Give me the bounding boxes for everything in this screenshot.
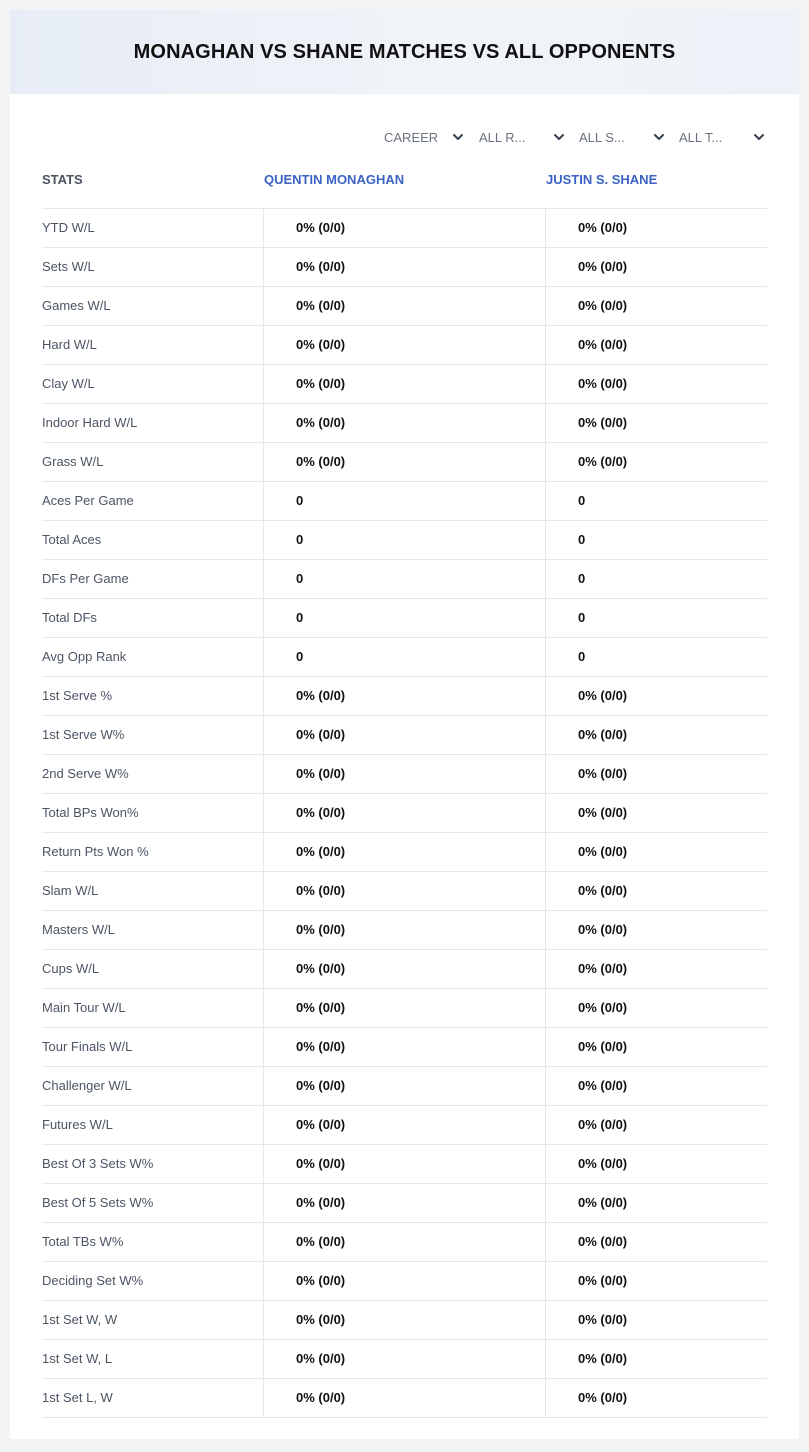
stat-label: 1st Set W, L	[42, 1351, 113, 1366]
player-1-value: 0% (0/0)	[263, 755, 545, 793]
player-2-value: 0% (0/0)	[545, 1301, 767, 1339]
column-header-player-2[interactable]: JUSTIN S. SHANE	[546, 172, 658, 187]
stat-label: Total BPs Won%	[42, 805, 139, 820]
table-row	[42, 599, 767, 638]
player-1-value: 0	[263, 482, 545, 520]
player-1-value: 0% (0/0)	[263, 1067, 545, 1105]
filter-surfaces-label: ALL S...	[579, 129, 625, 145]
player-2-value: 0	[545, 638, 767, 676]
table-row	[42, 1223, 767, 1262]
filter-period-select[interactable]	[384, 127, 465, 147]
table-row	[42, 560, 767, 599]
filter-tournaments-label: ALL T...	[679, 129, 723, 145]
player-2-value: 0% (0/0)	[545, 1379, 767, 1417]
stat-label: Games W/L	[42, 298, 111, 313]
player-1-value: 0% (0/0)	[263, 1106, 545, 1144]
filter-rounds-label: ALL R...	[479, 129, 526, 145]
table-row	[42, 1184, 767, 1223]
player-1-value: 0% (0/0)	[263, 872, 545, 910]
stat-label: Sets W/L	[42, 259, 95, 274]
player-1-value: 0% (0/0)	[263, 248, 545, 286]
player-2-value: 0% (0/0)	[545, 716, 767, 754]
player-1-value: 0% (0/0)	[263, 989, 545, 1027]
player-1-value: 0% (0/0)	[263, 911, 545, 949]
stat-label: Futures W/L	[42, 1117, 113, 1132]
chevron-down-icon	[652, 130, 666, 144]
stat-label: 2nd Serve W%	[42, 766, 129, 781]
stat-label: 1st Set W, W	[42, 1312, 118, 1327]
stat-label: Deciding Set W%	[42, 1273, 144, 1288]
table-row	[42, 638, 767, 677]
stat-label: 1st Serve W%	[42, 727, 125, 742]
stat-label: Total Aces	[42, 532, 102, 547]
player-1-value: 0	[263, 638, 545, 676]
chevron-down-icon	[752, 130, 766, 144]
player-2-value: 0% (0/0)	[545, 911, 767, 949]
player-1-value: 0% (0/0)	[263, 287, 545, 325]
stat-label: Main Tour W/L	[42, 1000, 126, 1015]
table-row	[42, 443, 767, 482]
table-row	[42, 287, 767, 326]
player-2-value: 0% (0/0)	[545, 872, 767, 910]
player-2-value: 0% (0/0)	[545, 404, 767, 442]
player-1-value: 0% (0/0)	[263, 1184, 545, 1222]
table-row	[42, 404, 767, 443]
stat-label: Total DFs	[42, 610, 97, 625]
stat-label: Return Pts Won %	[42, 844, 149, 859]
table-row	[42, 1067, 767, 1106]
table-row	[42, 950, 767, 989]
table-row	[42, 326, 767, 365]
player-1-value: 0% (0/0)	[263, 443, 545, 481]
stat-label: Grass W/L	[42, 454, 104, 469]
player-2-value: 0% (0/0)	[545, 1145, 767, 1183]
table-header	[42, 170, 767, 208]
player-2-value: 0% (0/0)	[545, 1223, 767, 1261]
stat-label: Tour Finals W/L	[42, 1039, 133, 1054]
player-2-value: 0	[545, 521, 767, 559]
table-row	[42, 248, 767, 287]
stat-label: Indoor Hard W/L	[42, 415, 138, 430]
player-2-value: 0% (0/0)	[545, 1028, 767, 1066]
player-1-value: 0% (0/0)	[263, 326, 545, 364]
table-row	[42, 1028, 767, 1067]
filter-bar	[10, 127, 799, 147]
stats-card	[10, 10, 799, 1439]
player-1-value: 0% (0/0)	[263, 794, 545, 832]
player-2-value: 0% (0/0)	[545, 1067, 767, 1105]
table-row	[42, 716, 767, 755]
chevron-down-icon	[552, 130, 566, 144]
page-header	[10, 10, 799, 94]
player-1-value: 0	[263, 521, 545, 559]
player-2-value: 0% (0/0)	[545, 326, 767, 364]
player-2-value: 0% (0/0)	[545, 248, 767, 286]
player-1-value: 0% (0/0)	[263, 404, 545, 442]
player-1-value: 0% (0/0)	[263, 1223, 545, 1261]
player-2-value: 0% (0/0)	[545, 1184, 767, 1222]
player-2-value: 0	[545, 482, 767, 520]
table-row	[42, 1379, 767, 1418]
table-row	[42, 1340, 767, 1379]
chevron-down-icon	[451, 130, 465, 144]
player-2-value: 0	[545, 560, 767, 598]
stat-label: Avg Opp Rank	[42, 649, 127, 664]
table-row	[42, 1106, 767, 1145]
table-row	[42, 521, 767, 560]
player-1-value: 0% (0/0)	[263, 1340, 545, 1378]
page-title: MONAGHAN VS SHANE MATCHES VS ALL OPPONENTS	[133, 40, 676, 63]
filter-rounds-select[interactable]	[479, 127, 566, 147]
player-2-value: 0% (0/0)	[545, 833, 767, 871]
player-1-value: 0	[263, 599, 545, 637]
table-row	[42, 1145, 767, 1184]
stat-label: Total TBs W%	[42, 1234, 124, 1249]
stat-label: Best Of 5 Sets W%	[42, 1195, 154, 1210]
table-row	[42, 209, 767, 248]
player-2-value: 0% (0/0)	[545, 1262, 767, 1300]
stat-label: Masters W/L	[42, 922, 115, 937]
player-2-value: 0% (0/0)	[545, 755, 767, 793]
stat-label: Challenger W/L	[42, 1078, 132, 1093]
player-1-value: 0% (0/0)	[263, 1028, 545, 1066]
table-row	[42, 794, 767, 833]
player-1-value: 0% (0/0)	[263, 209, 545, 247]
stat-label: YTD W/L	[42, 220, 95, 235]
column-header-player-1[interactable]: QUENTIN MONAGHAN	[264, 172, 405, 187]
column-header-stats: STATS	[42, 172, 83, 187]
player-2-value: 0% (0/0)	[545, 287, 767, 325]
table-row	[42, 872, 767, 911]
stat-label: Slam W/L	[42, 883, 99, 898]
table-row	[42, 1301, 767, 1340]
table-row	[42, 1262, 767, 1301]
filter-period-label: CAREER	[384, 129, 439, 145]
player-1-value: 0% (0/0)	[263, 716, 545, 754]
filter-surfaces-select[interactable]	[579, 127, 666, 147]
player-2-value: 0% (0/0)	[545, 443, 767, 481]
table-row	[42, 677, 767, 716]
table-row	[42, 755, 767, 794]
stat-label: Clay W/L	[42, 376, 95, 391]
stat-label: DFs Per Game	[42, 571, 129, 586]
player-2-value: 0% (0/0)	[545, 989, 767, 1027]
player-2-value: 0% (0/0)	[545, 209, 767, 247]
player-2-value: 0% (0/0)	[545, 677, 767, 715]
player-2-value: 0	[545, 599, 767, 637]
stat-label: Hard W/L	[42, 337, 97, 352]
stat-label: Best Of 3 Sets W%	[42, 1156, 154, 1171]
player-1-value: 0% (0/0)	[263, 1301, 545, 1339]
table-row	[42, 833, 767, 872]
table-row	[42, 989, 767, 1028]
player-1-value: 0% (0/0)	[263, 1262, 545, 1300]
table-row	[42, 911, 767, 950]
filter-tournaments-select[interactable]	[679, 127, 766, 147]
stat-label: 1st Serve %	[42, 688, 113, 703]
player-1-value: 0% (0/0)	[263, 950, 545, 988]
stats-table-body	[42, 208, 767, 1418]
player-1-value: 0% (0/0)	[263, 1145, 545, 1183]
stat-label: Aces Per Game	[42, 493, 134, 508]
stat-label: 1st Set L, W	[42, 1390, 113, 1405]
table-row	[42, 365, 767, 404]
player-2-value: 0% (0/0)	[545, 950, 767, 988]
player-2-value: 0% (0/0)	[545, 794, 767, 832]
table-row	[42, 482, 767, 521]
player-2-value: 0% (0/0)	[545, 1340, 767, 1378]
player-2-value: 0% (0/0)	[545, 365, 767, 403]
player-1-value: 0% (0/0)	[263, 365, 545, 403]
player-1-value: 0% (0/0)	[263, 833, 545, 871]
stat-label: Cups W/L	[42, 961, 100, 976]
player-1-value: 0% (0/0)	[263, 1379, 545, 1417]
player-1-value: 0	[263, 560, 545, 598]
player-2-value: 0% (0/0)	[545, 1106, 767, 1144]
player-1-value: 0% (0/0)	[263, 677, 545, 715]
